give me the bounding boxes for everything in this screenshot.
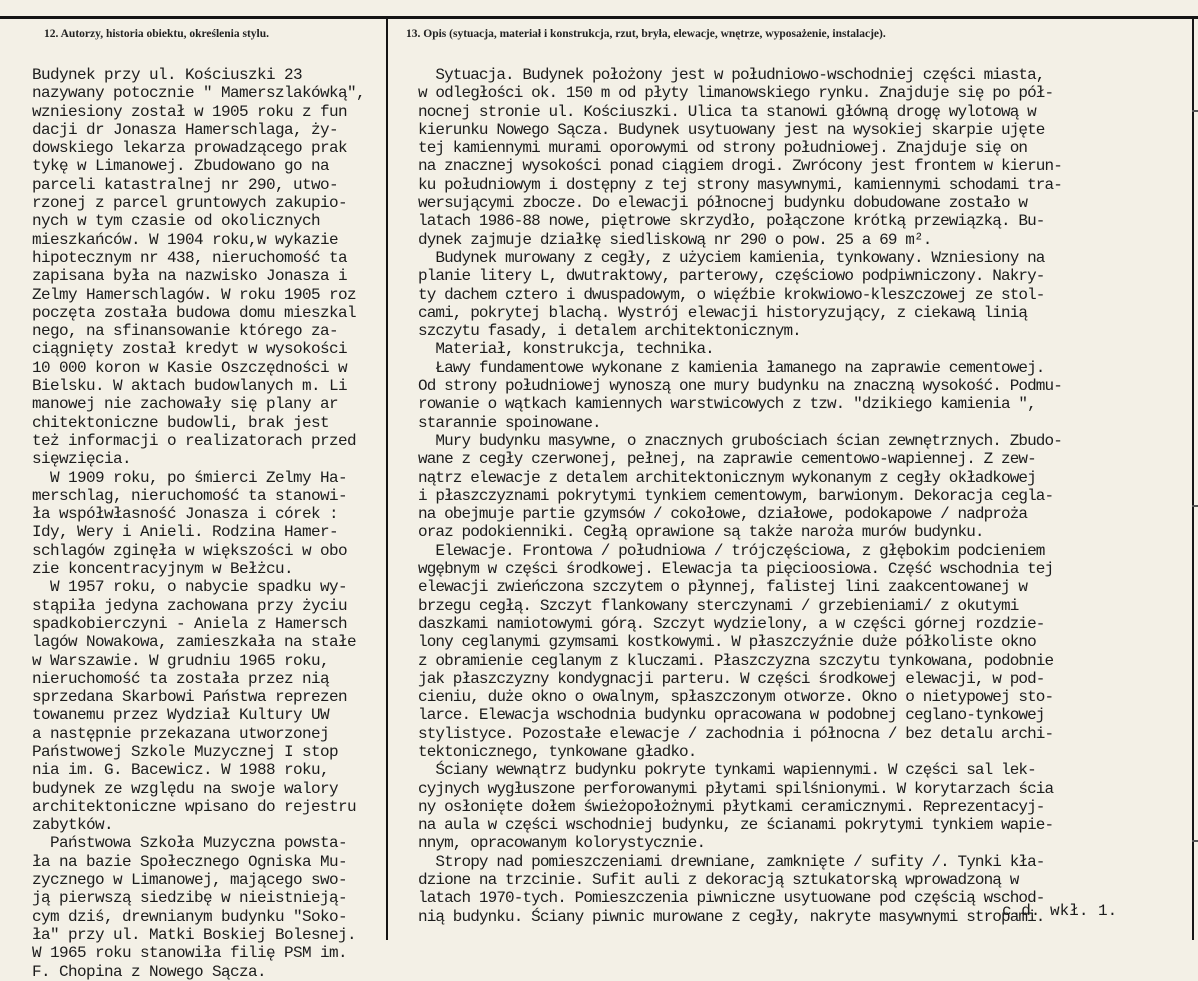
- history-line: ła" przy ul. Matki Boskiej Bolesnej.: [32, 925, 357, 944]
- description-line: brzegu cegłą. Szczyt flankowany sterczynami / grzebieniami/ z okutymi: [418, 596, 1019, 615]
- history-line: poczęta została budowa domu mieszkal: [32, 303, 357, 322]
- description-line: rowanie o wątkach kamiennych warstwicowych z tzw. "dzikiego kamienia ",: [418, 395, 1036, 414]
- description-line: wersującymi zbocze. Do elewacji północnej budynku dobudowane zostało w: [418, 194, 1028, 213]
- history-line: Państwowa Szkoła Muzyczna powsta-: [32, 834, 348, 853]
- right-border: [1192, 18, 1194, 940]
- history-line: zie koncentracyjnym w Bełżcu.: [32, 560, 294, 579]
- left-section-header: 12. Autorzy, historia obiektu, określenia stylu.: [44, 28, 270, 40]
- description-line: dzione na trzcinie. Sufit auli z dekoracją sztukatorską wprowadzoną w: [418, 871, 1019, 890]
- description-line: latach 1970-tych. Pomieszczenia piwniczne usytuowane pod częścią wschod-: [418, 889, 1045, 908]
- description-line: szczytu fasady, i detalem architektonicznym.: [418, 322, 801, 341]
- description-line: Ściany wewnątrz budynku pokryte tynkami wapiennymi. W części sal lek-: [418, 761, 1036, 780]
- description-line: latach 1986-88 nowe, piętrowe skrzydło, połączone krótką przewiązką. Bu-: [418, 212, 1045, 231]
- description-line: wane z cegły czerwonej, pełnej, na zaprawie cementowo-wapiennej. Z zew-: [418, 450, 1036, 469]
- description-line: Sytuacja. Budynek położony jest w południowo-wschodniej części miasta,: [418, 66, 1045, 84]
- history-line: wzniesiony został w 1905 roku z fun: [32, 102, 348, 121]
- history-line: Państwowej Szkole Muzycznej I stop: [32, 742, 339, 761]
- history-line: w Warszawie. W grudniu 1965 roku,: [32, 651, 330, 670]
- description-line: ty dachem cztero i dwuspadowym, o więźbie krokwiowo-kleszczowej ze stol-: [418, 285, 1045, 304]
- description-line: wgębnym w części środkowej. Elewacja ta pięcioosiowa. Część wschodnia tej: [418, 560, 1054, 579]
- description-line: Ławy fundamentowe wykonane z kamienia łamanego na zaprawie cementowej.: [418, 358, 1045, 377]
- history-line: nego, na sfinansowanie którego za-: [32, 322, 339, 341]
- history-line: lagów Nowakowa, zamieszkała na stałe: [32, 633, 357, 652]
- history-line: Zelmy Hamerschlagów. W roku 1905 roz: [32, 285, 357, 304]
- description-line: nątrz elewacje z detalem architektonicznym wykonanym z cegły okładkowej: [418, 468, 1036, 487]
- description-line: kierunku Nowego Sącza. Budynek usytuowany jest na wysokiej skarpie ujęte: [418, 120, 1045, 139]
- description-line: cyjnych wygłuszone perforowanymi płytami spilśnionymi. W korytarzach ścia: [418, 779, 1054, 798]
- history-line: parceli katastralnej nr 290, utwo-: [32, 175, 339, 194]
- history-line: W 1965 roku stanowiła filię PSM im.: [32, 944, 348, 963]
- description-line: elewacji zwieńczona szczytem o płynnej, falistej lini zaakcentowanej w: [418, 578, 1028, 597]
- history-line: też informacji o realizatorach przed: [32, 431, 357, 450]
- description-line: jak płaszczyzny kondygnacji parteru. W części środkowej elewacji, w pod-: [418, 669, 1045, 688]
- description-line: nią budynku. Ściany piwnic murowane z cegły, nakryte masywnymi stropami.: [418, 907, 1045, 926]
- history-line: 10 000 koron w Kasie Oszczędności w: [32, 358, 348, 377]
- description-line: ku południowym i dostępny z tej strony masywnymi, kamiennymi schodami tra-: [418, 175, 1062, 194]
- continuation-note: c.d. wkł. 1.: [1002, 902, 1118, 920]
- history-line: W 1909 roku, po śmierci Zelmy Ha-: [32, 468, 348, 487]
- history-line: cym dziś, drewnianym budynku "Soko-: [32, 907, 348, 926]
- description-line: Materiał, konstrukcja, technika.: [418, 340, 714, 359]
- history-line: nia im. G. Bacewicz. W 1988 roku,: [32, 761, 330, 780]
- history-line: nych w tym czasie od okolicznych: [32, 212, 321, 231]
- description-line: oraz podokienniki. Cegłą oprawione są także naroża murów budynku.: [418, 523, 984, 542]
- history-line: hipotecznym nr 438, nieruchomość ta: [32, 248, 348, 267]
- history-line: nazywany potocznie " Mamerszlakówką",: [32, 84, 366, 103]
- description-line: i płaszczyznami pokrytymi tynkiem cementowym, barwionym. Dekoracja cegla-: [418, 486, 1054, 505]
- history-line: stąpiła jedyna zachowana przy życiu: [32, 596, 348, 615]
- margin-tick: [1192, 110, 1198, 112]
- history-line: zabytków.: [32, 816, 114, 835]
- description-line: Elewacje. Frontowa / południowa / trójczęściowa, z głębokim podcieniem: [418, 541, 1045, 560]
- description-line: na aula w części wschodniej budynku, ze ścianami pokrytymi tynkiem wapie-: [418, 816, 1054, 835]
- description-line: Budynek murowany z cegły, z użyciem kamienia, tynkowany. Wzniesiony na: [418, 248, 1045, 267]
- history-line: dacji dr Jonasza Hamerschlaga, ży-: [32, 120, 339, 139]
- margin-tick: [1192, 840, 1198, 842]
- description-line: z obramienie ceglanym z kluczami. Płaszczyzna szczytu tynkowana, podobnie: [418, 651, 1054, 670]
- history-line: manowej nie zachowały się plany ar: [32, 395, 339, 414]
- description-line: na obejmuje partie gzymsów / cokołowe, działowe, podokapowe / nadproża: [418, 505, 1028, 524]
- description-line: nnym, opracowanym kolorystycznie.: [418, 834, 706, 853]
- history-line: towanemu przez Wydział Kultury UW: [32, 706, 330, 725]
- history-line: rzonej z parcel gruntowych zakupio-: [32, 194, 348, 213]
- description-line: Od strony południowej wynoszą one mury budynku na znaczną wysokość. Podmu-: [418, 377, 1062, 396]
- history-line: chitektoniczne budowli, brak jest: [32, 413, 330, 432]
- history-line: ciągnięty został kredyt w wysokości: [32, 340, 348, 359]
- history-line: F. Chopina z Nowego Sącza.: [32, 962, 267, 981]
- description-line: nocnej stronie ul. Kościuszki. Ulica ta stanowi główną drogę wylotową w: [418, 102, 1036, 121]
- history-line: Budynek przy ul. Kościuszki 23: [32, 66, 303, 84]
- history-line: W 1957 roku, o nabycie spadku wy-: [32, 578, 348, 597]
- history-line: zycznego w Limanowej, mającego swo-: [32, 871, 348, 890]
- description-line: cami, pokrytej blachą. Wystrój elewacji historyzujący, z ciekawą linią: [418, 303, 1028, 322]
- description-line: starannie spoinowane.: [418, 413, 601, 432]
- description-line: tej kamiennymi murami oporowymi od strony południowej. Znajduje się on: [418, 139, 1028, 158]
- description-line: ny osłonięte dołem świeżopołożnymi płytkami ceramicznymi. Reprezentacyj-: [418, 797, 1045, 816]
- history-line: ła współwłasność Jonasza i córek :: [32, 505, 339, 524]
- history-line: Bielsku. W aktach budowlanych m. Li: [32, 377, 348, 396]
- description-line: planie litery L, dwutraktowy, parterowy, częściowo podpiwniczony. Nakry-: [418, 267, 1045, 286]
- description-line: stylistyce. Pozostałe elewacje / zachodnia i północna / bez detalu archi-: [418, 724, 1054, 743]
- description-line: na znacznej wysokości ponad ciągiem drogi. Zwrócony jest frontem w kierun-: [418, 157, 1062, 176]
- description-line: dynek zajmuje działkę siedliskową nr 290 o pow. 25 a 69 m².: [418, 230, 932, 249]
- history-line: zapisana była na nazwisko Jonasza i: [32, 267, 348, 286]
- description-line: lony ceglanymi gzymsami kostkowymi. W płaszczyźnie duże półkoliste okno: [418, 633, 1036, 652]
- top-rule: [0, 16, 1198, 19]
- history-line: budynek ze względu na swoje walory: [32, 779, 339, 798]
- right-section-header: 13. Opis (sytuacja, materiał i konstrukcja, rzut, bryła, elewacje, wnętrze, wyposażenie, instalacje).: [406, 28, 886, 40]
- history-line: ją pierwszą siedzibę w nieistnieją-: [32, 889, 348, 908]
- description-line: Mury budynku masywne, o znacznych grubościach ścian zewnętrznych. Zbudo-: [418, 431, 1062, 450]
- description-text: [418, 66, 1062, 926]
- description-line: daszkami namiotowymi górą. Szczyt wydzielony, a w części górnej rozdzie-: [418, 614, 1045, 633]
- history-line: dowskiego lekarza prowadzącego prak: [32, 139, 348, 158]
- history-line: architektoniczne wpisano do rejestru: [32, 797, 357, 816]
- history-line: a następnie przekazana utworzonej: [32, 724, 330, 743]
- history-line: mieszkańców. W 1904 roku,w wykazie: [32, 230, 339, 249]
- history-line: merschlag, nieruchomość ta stanowi-: [32, 486, 348, 505]
- description-line: tektonicznego, tynkowane gładko.: [418, 742, 697, 761]
- description-line: larce. Elewacja wschodnia budynku opracowana w podobnej ceglano-tynkowej: [418, 706, 1045, 725]
- history-line: Idy, Wery i Anieli. Rodzina Hamer-: [32, 523, 339, 542]
- column-divider: [386, 18, 388, 940]
- history-line: sprzedana Skarbowi Państwa reprezen: [32, 688, 348, 707]
- history-line: spadkobierczyni - Aniela z Hamersch: [32, 614, 348, 633]
- margin-tick: [1192, 505, 1198, 507]
- history-line: nieruchomość ta została przez nią: [32, 669, 330, 688]
- history-text: [32, 66, 365, 981]
- history-line: schlagów zginęła w większości w obo: [32, 541, 348, 560]
- description-line: Stropy nad pomieszczeniami drewniane, zamknięte / sufity /. Tynki kła-: [418, 852, 1045, 871]
- history-line: ła na bazie Społecznego Ogniska Mu-: [32, 852, 348, 871]
- description-line: w odległości ok. 150 m od płyty limanowskiego rynku. Znajduje się po pół-: [418, 84, 1054, 103]
- history-line: sięwzięcia.: [32, 450, 132, 469]
- history-line: tykę w Limanowej. Zbudowano go na: [32, 157, 330, 176]
- description-line: cieniu, duże okno o owalnym, spłaszczonym otworze. Okno o nietypowej sto-: [418, 688, 1054, 707]
